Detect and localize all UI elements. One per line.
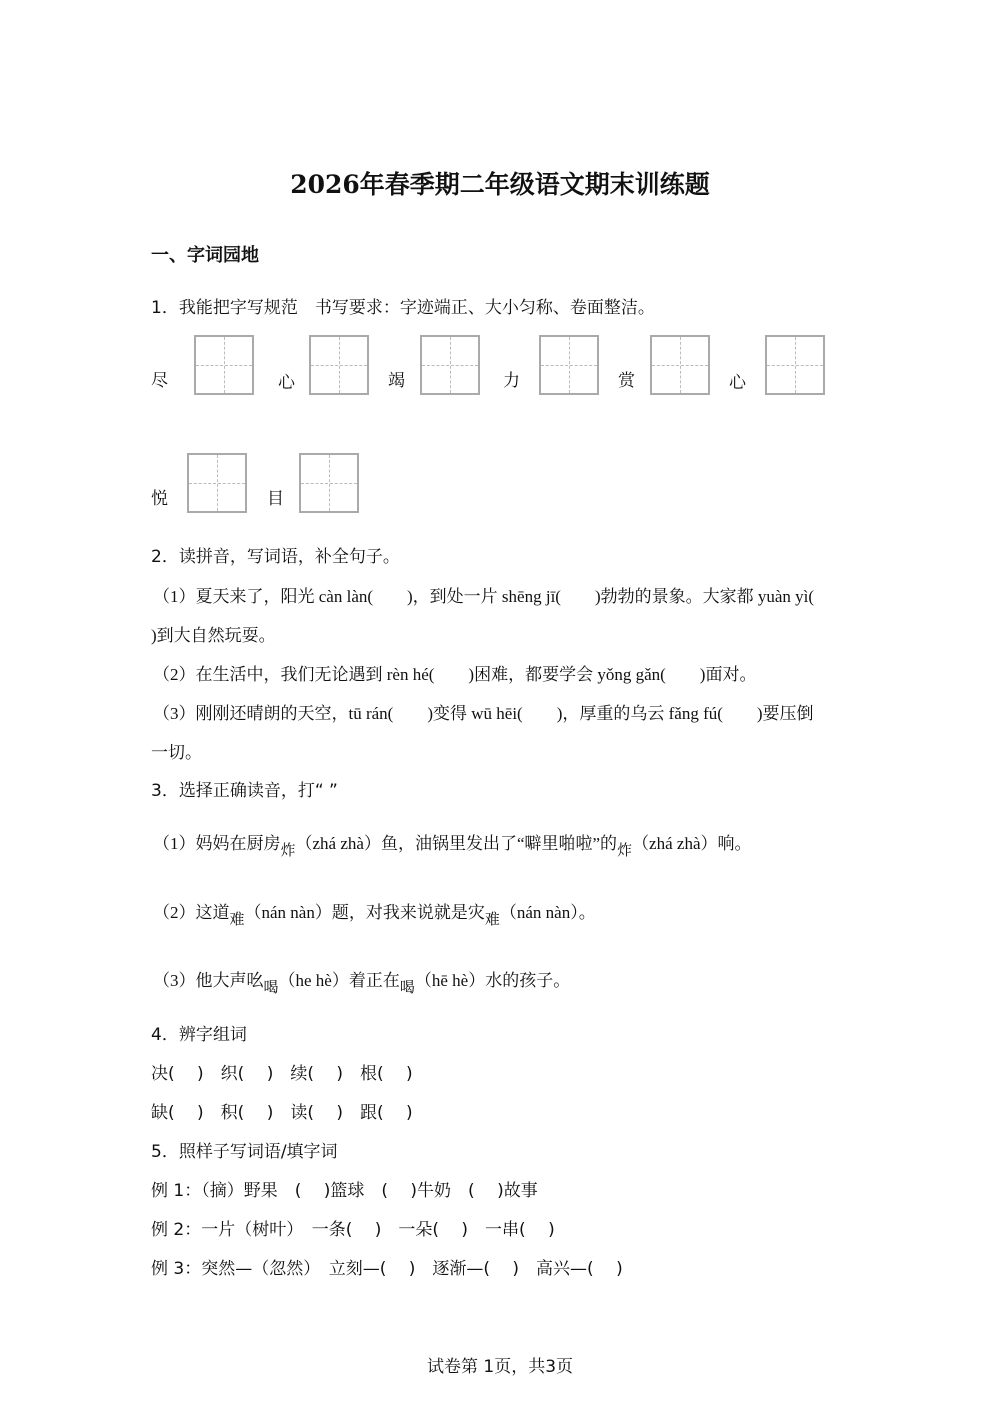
question-2-sentence-3-cont: 一切。	[151, 743, 202, 762]
question-5-example-3: 例 3：突然—（忽然） 立刻—( ) 逐渐—( ) 高兴—( )	[151, 1259, 623, 1279]
writing-box[interactable]	[420, 335, 480, 395]
grid-glyph: 竭	[388, 371, 405, 391]
question-5-example-1: 例 1：（摘）野果 ( )篮球 ( )牛奶 ( )故事	[151, 1181, 538, 1201]
question-3-sentence-1	[153, 834, 752, 859]
page-footer: 试卷第 1页，共3页	[426, 1357, 574, 1377]
target-char: 难	[229, 912, 245, 928]
writing-box[interactable]	[539, 335, 599, 395]
section-heading: 一、字词园地	[151, 245, 259, 266]
question-4-title: 4．辨字组词	[151, 1025, 247, 1045]
question-4-row-2: 缺( ) 积( ) 读( ) 跟( )	[151, 1103, 413, 1123]
grid-glyph: 目	[267, 489, 284, 509]
writing-box[interactable]	[650, 335, 710, 395]
target-char: 难	[484, 912, 500, 928]
target-char: 喝	[263, 980, 279, 996]
writing-box[interactable]	[194, 335, 254, 395]
grid-glyph: 尽	[151, 371, 168, 391]
target-char: 炸	[617, 843, 633, 859]
text-part: （3）他大声吆	[153, 971, 264, 990]
text-part: （zhá zhà）响。	[632, 834, 752, 853]
text-part: （zhá zhà）鱼，油锅里发出了“噼里啪啦”的	[295, 834, 618, 853]
writing-box[interactable]	[765, 335, 825, 395]
text-part: （1）妈妈在厨房	[153, 834, 281, 853]
writing-box[interactable]	[299, 453, 359, 513]
writing-box[interactable]	[187, 453, 247, 513]
question-4-row-1: 决( ) 织( ) 续( ) 根( )	[151, 1064, 413, 1084]
question-3-title: 3．选择正确读音，打“ ”	[151, 781, 338, 801]
question-2-sentence-2: （2）在生活中，我们无论遇到 rèn hé( )困难，都要学会 yǒng gǎn( )面对。	[153, 665, 757, 684]
writing-box[interactable]	[309, 335, 369, 395]
question-3-sentence-3	[153, 971, 571, 996]
grid-glyph: 心	[729, 373, 746, 393]
text-part: （2）这道	[153, 903, 230, 922]
target-char: 喝	[399, 980, 415, 996]
question-2-sentence-1: （1）夏天来了，阳光 càn làn( )，到处一片 shēng jī( )勃勃的景象。大家都 yuàn yì(	[153, 587, 815, 606]
text-part: （nán nàn）。	[499, 903, 596, 922]
question-2-title: 2．读拼音，写词语，补全句子。	[151, 547, 400, 567]
question-5-title: 5．照样子写词语/填字词	[151, 1142, 338, 1162]
text-part: （nán nàn）题，对我来说就是灾	[244, 903, 485, 922]
question-1-text: 1．我能把字写规范 书写要求：字迹端正、大小匀称、卷面整洁。	[151, 298, 655, 318]
question-2-sentence-3: （3）刚刚还晴朗的天空，tū rán( )变得 wū hēi( )，厚重的乌云 fǎng fú( )要压倒	[153, 704, 814, 723]
text-part: （he hè）着正在	[278, 971, 400, 990]
grid-glyph: 力	[503, 371, 520, 391]
page-title: 2026年春季期二年级语文期末训练题	[290, 170, 710, 199]
grid-glyph: 悦	[151, 489, 168, 509]
grid-glyph: 赏	[618, 371, 635, 391]
question-2-sentence-1-cont: )到大自然玩耍。	[151, 626, 276, 645]
question-5-example-2: 例 2：一片（树叶） 一条( ) 一朵( ) 一串( )	[151, 1220, 555, 1240]
text-part: （hē hè）水的孩子。	[414, 971, 571, 990]
question-3-sentence-2	[153, 903, 596, 928]
grid-glyph: 心	[278, 373, 295, 393]
target-char: 炸	[280, 843, 296, 859]
